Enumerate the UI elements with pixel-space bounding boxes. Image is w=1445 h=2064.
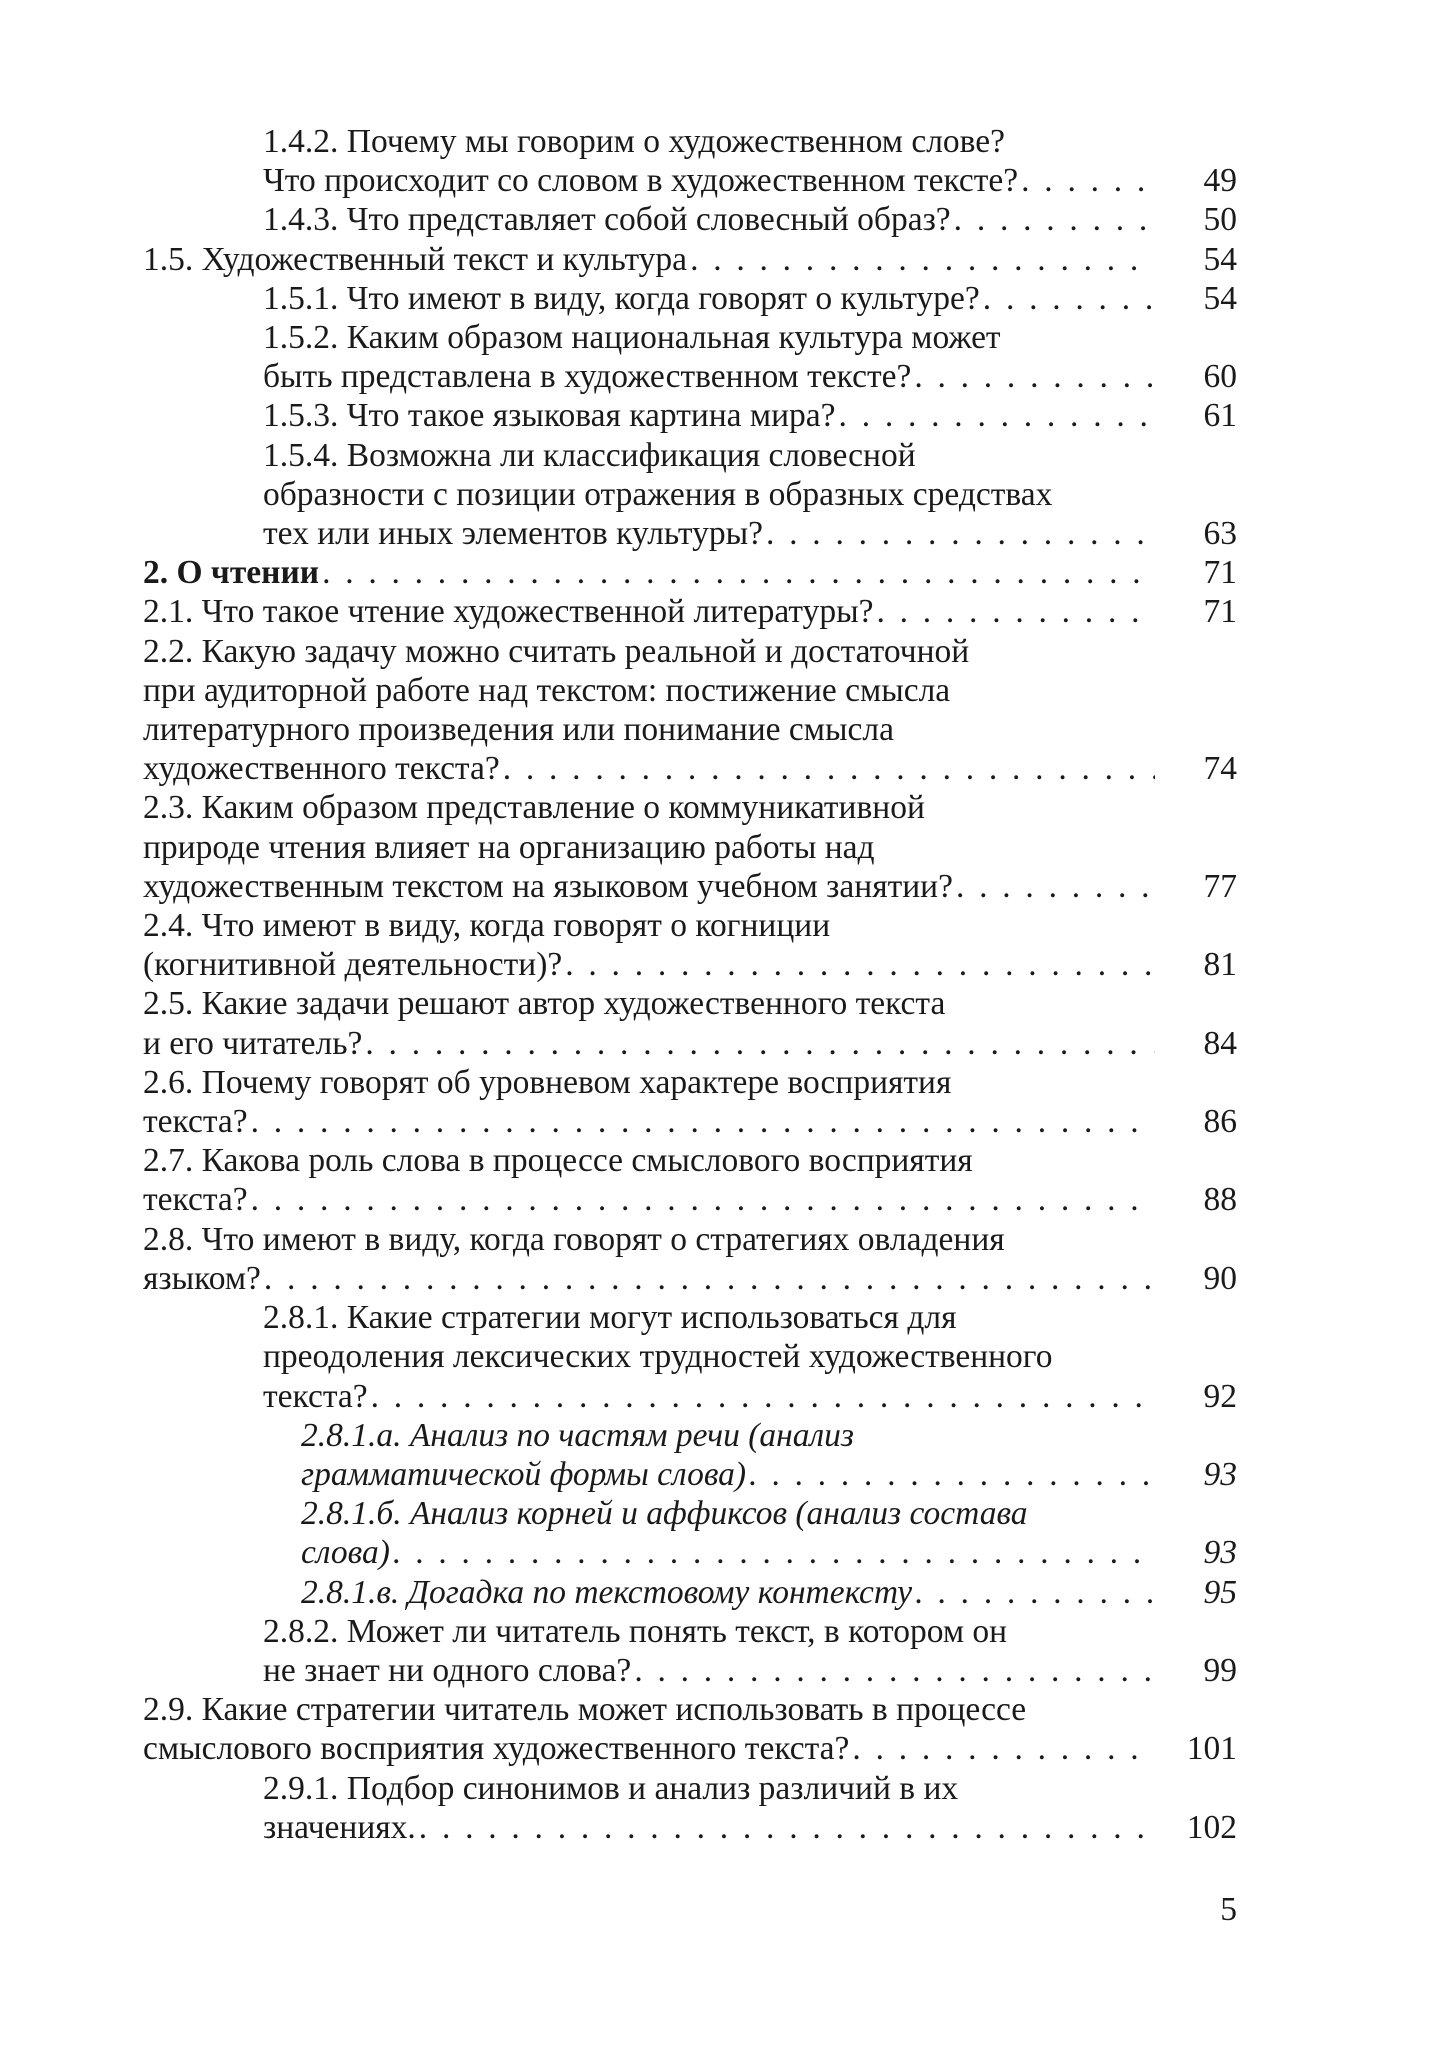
toc-entry-line (301, 1455, 1155, 1494)
toc-entry-text: языком? (143, 1259, 261, 1297)
toc-entry-line (143, 1180, 1155, 1219)
toc-entry-line (143, 592, 1155, 631)
toc-entry-line (143, 1259, 1155, 1298)
toc-entry-text: 2.1. Что такое чтение художественной литературы? (143, 593, 874, 631)
toc-page-number: 84 (1203, 1024, 1237, 1062)
toc-entry-text: 2.9. Какие стратегии читатель может использовать в процессе (143, 1691, 1027, 1729)
dot-leader (983, 279, 1155, 318)
dot-leader (852, 1729, 1155, 1768)
dot-leader (365, 1024, 1155, 1063)
toc-page-number: 61 (1203, 397, 1237, 435)
toc-page-number: 54 (1203, 240, 1237, 278)
toc-entry-text: (когнитивной деятельности)? (143, 946, 563, 984)
toc-page-number: 81 (1203, 946, 1237, 984)
dot-leader (393, 1533, 1155, 1572)
dot-leader (634, 1651, 1155, 1690)
toc-entry-text: 1.5.4. Возможна ли классификация словесной (263, 436, 916, 474)
toc-entry-line (263, 357, 1155, 396)
toc-page-number: 93 (1203, 1534, 1237, 1572)
toc-entry (143, 122, 1237, 200)
dot-leader (565, 945, 1155, 984)
toc-entry-line (143, 1141, 1155, 1180)
toc-entry-text: не знает ни одного слова? (263, 1651, 632, 1689)
toc-entry (143, 906, 1237, 984)
toc-entry-line (263, 1808, 1155, 1847)
toc-entry (143, 1220, 1237, 1298)
table-of-contents (143, 122, 1237, 1847)
toc-page-number: 102 (1186, 1808, 1237, 1846)
toc-entry-text: природе чтения влияет на организацию работы над (143, 828, 875, 866)
toc-entry (143, 318, 1237, 396)
dot-leader (954, 200, 1155, 239)
toc-entry (143, 240, 1237, 279)
toc-page-number: 71 (1203, 554, 1237, 592)
toc-entry (143, 632, 1237, 789)
toc-page-number: 63 (1203, 515, 1237, 553)
toc-entry-line (143, 828, 1155, 867)
dot-leader (251, 1180, 1155, 1219)
toc-entry-text: 2.8.1. Какие стратегии могут использоваться для (263, 1299, 957, 1337)
toc-entry-text: тех или иных элементов культуры? (263, 515, 763, 553)
toc-entry-line (263, 1298, 1155, 1337)
toc-entry-line (143, 1102, 1155, 1141)
toc-entry-line (301, 1573, 1155, 1612)
toc-entry (143, 592, 1237, 631)
toc-entry-line (143, 945, 1155, 984)
toc-entry-line (263, 161, 1155, 200)
toc-page-number: 60 (1203, 358, 1237, 396)
toc-page-number: 54 (1203, 279, 1237, 317)
toc-entry-line (263, 1651, 1155, 1690)
toc-entry-text: слова) (301, 1534, 390, 1572)
dot-leader (839, 396, 1155, 435)
toc-entry (143, 1141, 1237, 1219)
toc-entry-text: 2.8.2. Может ли читатель понять текст, в котором он (263, 1612, 1008, 1650)
toc-entry-text: значениях. (263, 1808, 416, 1846)
toc-entry (143, 1612, 1237, 1690)
toc-entry-text: 2.6. Почему говорят об уровневом характере восприятия (143, 1063, 952, 1101)
toc-entry-text: художественного текста? (143, 750, 500, 788)
toc-page-number: 49 (1203, 162, 1237, 200)
toc-entry-text: 2.4. Что имеют в виду, когда говорят о когниции (143, 907, 831, 945)
dot-leader (766, 514, 1155, 553)
toc-entry-text: 2.8. Что имеют в виду, когда говорят о стратегиях овладения (143, 1220, 1005, 1258)
dot-leader (371, 1377, 1155, 1416)
toc-entry-text: литературного произведения или понимание смысла (143, 711, 894, 749)
toc-page-number: 95 (1203, 1573, 1237, 1611)
toc-entry-line (143, 710, 1155, 749)
toc-entry (143, 788, 1237, 906)
toc-entry-line (263, 1769, 1155, 1808)
toc-entry-line (263, 396, 1155, 435)
toc-page-number: 77 (1203, 867, 1237, 905)
toc-page-number: 92 (1203, 1377, 1237, 1415)
toc-entry (143, 279, 1237, 318)
toc-entry-text: преодоления лексических трудностей художественного (263, 1338, 1053, 1376)
toc-entry-text: 1.5.3. Что такое языковая картина мира? (263, 397, 836, 435)
toc-page-number: 86 (1203, 1103, 1237, 1141)
toc-entry-text: 1.4.3. Что представляет собой словесный образ? (263, 201, 951, 239)
toc-entry-line (301, 1494, 1155, 1533)
toc-entry-text: 2.8.1.в. Догадка по текстовому контексту (301, 1573, 913, 1611)
toc-entry-text: 2.5. Какие задачи решают автор художественного текста (143, 985, 946, 1023)
dot-leader (749, 1455, 1155, 1494)
toc-entry (143, 1769, 1237, 1847)
toc-entry-text: 2.8.1.б. Анализ корней и аффиксов (анализ состава (301, 1495, 1028, 1533)
toc-entry-line (143, 906, 1155, 945)
dot-leader (876, 592, 1155, 631)
toc-entry-text: 2.8.1.а. Анализ по частям речи (анализ (301, 1416, 854, 1454)
toc-entry-line (143, 240, 1155, 279)
toc-entry-text: 2. О чтении (143, 554, 320, 592)
toc-entry (143, 436, 1237, 554)
dot-leader (322, 553, 1155, 592)
dot-leader (251, 1102, 1155, 1141)
toc-entry-line (263, 1612, 1155, 1651)
toc-entry-text: текста? (143, 1181, 248, 1219)
toc-entry (143, 396, 1237, 435)
toc-entry (143, 200, 1237, 239)
toc-entry (143, 1690, 1237, 1768)
toc-entry (143, 1416, 1237, 1494)
toc-entry-line (143, 1063, 1155, 1102)
toc-entry-line (143, 867, 1155, 906)
toc-entry-text: текста? (143, 1103, 248, 1141)
toc-page-number: 50 (1203, 201, 1237, 239)
dot-leader (419, 1808, 1155, 1847)
toc-entry-text: 1.5.1. Что имеют в виду, когда говорят о культуре? (263, 279, 980, 317)
toc-entry-text: 2.2. Какую задачу можно считать реальной и достаточной (143, 632, 970, 670)
toc-entry-text: при аудиторной работе над текстом: постижение смысла (143, 671, 951, 709)
toc-entry-line (301, 1533, 1155, 1572)
toc-entry-text: 1.5. Художественный текст и культура (143, 240, 688, 278)
toc-page-number: 90 (1203, 1259, 1237, 1297)
toc-entry-line (143, 632, 1155, 671)
toc-entry-text: 2.9.1. Подбор синонимов и анализ различий в их (263, 1769, 959, 1807)
toc-page-number: 71 (1203, 593, 1237, 631)
toc-entry-text: быть представлена в художественном тексте? (263, 358, 912, 396)
toc-entry-text: 2.7. Какова роль слова в процессе смыслового восприятия (143, 1142, 973, 1180)
toc-entry (143, 984, 1237, 1062)
toc-entry-line (143, 1220, 1155, 1259)
toc-entry-text: образности с позиции отражения в образных средствах (263, 475, 1053, 513)
toc-entry-text: смыслового восприятия художественного текста? (143, 1730, 850, 1768)
toc-entry-text: текста? (263, 1377, 368, 1415)
toc-entry-line (143, 749, 1155, 788)
toc-entry-line (263, 122, 1155, 161)
toc-entry-line (143, 553, 1155, 592)
toc-entry-line (263, 514, 1155, 553)
toc-entry-text: грамматической формы слова) (301, 1455, 747, 1493)
toc-entry-line (143, 984, 1155, 1023)
toc-entry-line (143, 1024, 1155, 1063)
dot-leader (690, 240, 1155, 279)
toc-entry-text: художественным текстом на языковом учебном занятии? (143, 867, 953, 905)
toc-entry-line (143, 671, 1155, 710)
toc-page-number: 101 (1186, 1730, 1237, 1768)
toc-entry (143, 1573, 1237, 1612)
toc-entry-line (263, 200, 1155, 239)
dot-leader (264, 1259, 1155, 1298)
toc-entry (143, 1494, 1237, 1572)
dot-leader (503, 749, 1155, 788)
toc-entry-line (263, 436, 1155, 475)
toc-entry-text: 1.4.2. Почему мы говорим о художественном слове? (263, 123, 1006, 160)
toc-entry-line (263, 1337, 1155, 1376)
toc-entry-line (263, 475, 1155, 514)
toc-page-number: 74 (1203, 750, 1237, 788)
toc-entry (143, 1063, 1237, 1141)
toc-entry-text: Что происходит со словом в художественном тексте? (263, 162, 1019, 200)
toc-entry-line (263, 1377, 1155, 1416)
dot-leader (1021, 161, 1155, 200)
toc-entry-line (301, 1416, 1155, 1455)
page-number: 5 (1220, 1891, 1237, 1928)
toc-entry-line (263, 318, 1155, 357)
dot-leader (915, 1573, 1155, 1612)
toc-entry (143, 553, 1237, 592)
toc-entry-line (143, 1690, 1155, 1729)
toc-page-number: 99 (1203, 1651, 1237, 1689)
toc-entry (143, 1298, 1237, 1416)
toc-entry-text: 2.3. Каким образом представление о коммуникативной (143, 789, 925, 827)
toc-entry-text: 1.5.2. Каким образом национальная культура может (263, 319, 1001, 357)
toc-entry-line (143, 788, 1155, 827)
toc-entry-line (143, 1729, 1155, 1768)
toc-entry-line (263, 279, 1155, 318)
toc-page-number: 88 (1203, 1181, 1237, 1219)
toc-entry-text: и его читатель? (143, 1024, 363, 1062)
dot-leader (956, 867, 1155, 906)
dot-leader (914, 357, 1155, 396)
toc-page-number: 93 (1203, 1455, 1237, 1493)
